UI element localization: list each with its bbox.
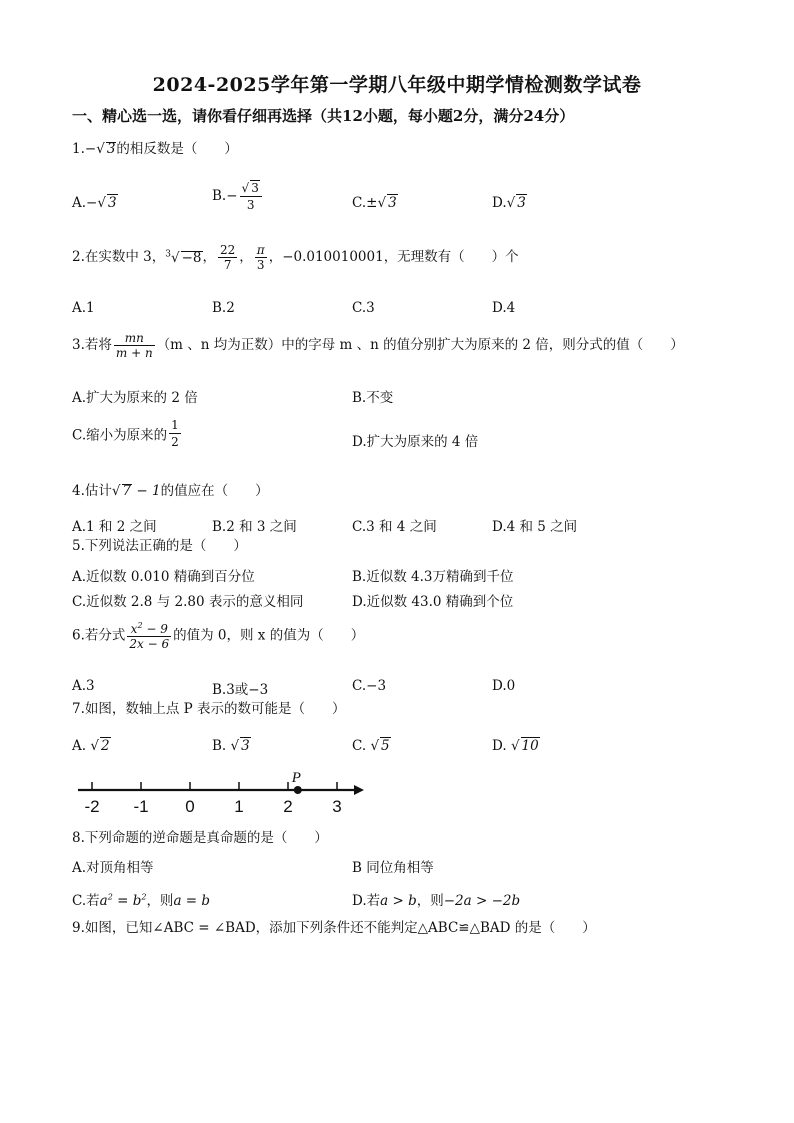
number-line-tick-label: 3: [332, 797, 342, 816]
q2-option-c[interactable]: C.3: [352, 300, 375, 316]
q7-option-d[interactable]: D. √ 10: [492, 738, 539, 754]
q7-option-c[interactable]: C. √ 5: [352, 738, 390, 754]
point-p: [294, 786, 302, 794]
question-4: 4.估计√ 7 − 1的值应在（ ）: [72, 483, 269, 499]
section-heading: 一、精心选一选，请你看仔细再选择（共12小题，每小题2分，满分24分）: [72, 107, 575, 125]
q8-option-c[interactable]: C.若$a^2 = b^2$，则a = b: [72, 892, 211, 909]
question-1: 1.−√ 3的相反数是（ ）: [72, 141, 238, 157]
question-7: 7.如图，数轴上点 P 表示的数可能是（ ）: [72, 701, 346, 717]
q5-option-d[interactable]: D.近似数 43.0 精确到个位: [352, 594, 514, 610]
q2-option-b[interactable]: B.2: [212, 300, 235, 316]
q8-option-a[interactable]: A.对顶角相等: [72, 860, 154, 876]
question-8: 8.下列命题的逆命题是真命题的是（ ）: [72, 830, 328, 846]
q1-option-c[interactable]: C.±√ 3: [352, 195, 397, 211]
question-3: 3.若将 $\frac{mn}{m + n}$ （m 、n 均为正数）中的字母 m 、n 的值分别扩大为原来的 2 倍，则分式的值（ ）: [72, 331, 684, 360]
number-line-tick-label: 2: [283, 797, 293, 816]
q4-option-d[interactable]: D.4 和 5 之间: [492, 519, 578, 535]
q7-option-b[interactable]: B. √ 3: [212, 738, 250, 754]
q7-option-a[interactable]: A. √ 2: [72, 738, 110, 754]
q3-option-a[interactable]: A.扩大为原来的 2 倍: [72, 390, 198, 406]
q4-option-a[interactable]: A.1 和 2 之间: [72, 519, 157, 535]
q2-option-a[interactable]: A.1: [72, 300, 95, 316]
q6-option-a[interactable]: A.3: [72, 678, 95, 694]
q6-option-c[interactable]: C.−3: [352, 678, 387, 694]
q1-option-d[interactable]: D.√ 3: [492, 195, 526, 211]
q2-option-d[interactable]: D.4: [492, 300, 516, 316]
q1-option-b[interactable]: B.− $\frac{√ 3}{3}$: [212, 180, 264, 212]
q1-option-a[interactable]: A.−√ 3: [72, 195, 117, 211]
question-9: 9.如图，已知∠ABC = ∠BAD，添加下列条件还不能判定△ABC≌△BAD 的是（ ）: [72, 920, 596, 936]
question-5: 5.下列说法正确的是（ ）: [72, 538, 247, 554]
number-line-tick-label: 0: [185, 797, 195, 816]
q8-option-d[interactable]: D.若a > b，则−2a > −2b: [352, 893, 521, 909]
question-6: 6.若分式 $\frac{x^2 - 9}{2x - 6}$ 的值为 0，则 x 的值为（ ）: [72, 621, 365, 651]
number-line-figure: [72, 768, 372, 820]
number-line-arrow: [354, 785, 364, 795]
q6-option-d[interactable]: D.0: [492, 678, 516, 694]
q3-option-c[interactable]: C.缩小为原来的 $\frac{1}{2}$: [72, 418, 179, 449]
q3-option-d[interactable]: D.扩大为原来的 4 倍: [352, 434, 479, 450]
q4-option-b[interactable]: B.2 和 3 之间: [212, 519, 297, 535]
q4-option-c[interactable]: C.3 和 4 之间: [352, 519, 437, 535]
number-line-tick-label: -1: [133, 797, 149, 816]
question-2: 2.在实数中 3，$^3$√ −8， $\frac{22}{7}$ ， $\frac{\pi}{3}$ ，−0.010010001，无理数有（ ）个: [72, 243, 519, 272]
q5-option-b[interactable]: B.近似数 4.3万精确到千位: [352, 569, 514, 585]
q6-option-b[interactable]: B.3或−3: [212, 682, 269, 698]
q1-number: 1.: [72, 141, 85, 157]
number-line-tick-label: -2: [84, 797, 100, 816]
q8-option-b[interactable]: B 同位角相等: [352, 860, 434, 876]
q5-option-a[interactable]: A.近似数 0.010 精确到百分位: [72, 569, 255, 585]
number-line-tick-label: 1: [234, 797, 244, 816]
q1-stem: 的相反数是（ ）: [116, 141, 238, 157]
q3-option-b[interactable]: B.不变: [352, 390, 394, 406]
q5-option-c[interactable]: C.近似数 2.8 与 2.80 表示的意义相同: [72, 594, 304, 610]
point-p-label: P: [291, 770, 301, 786]
page-title: 2024-2025学年第一学期八年级中期学情检测数学试卷: [152, 74, 642, 96]
